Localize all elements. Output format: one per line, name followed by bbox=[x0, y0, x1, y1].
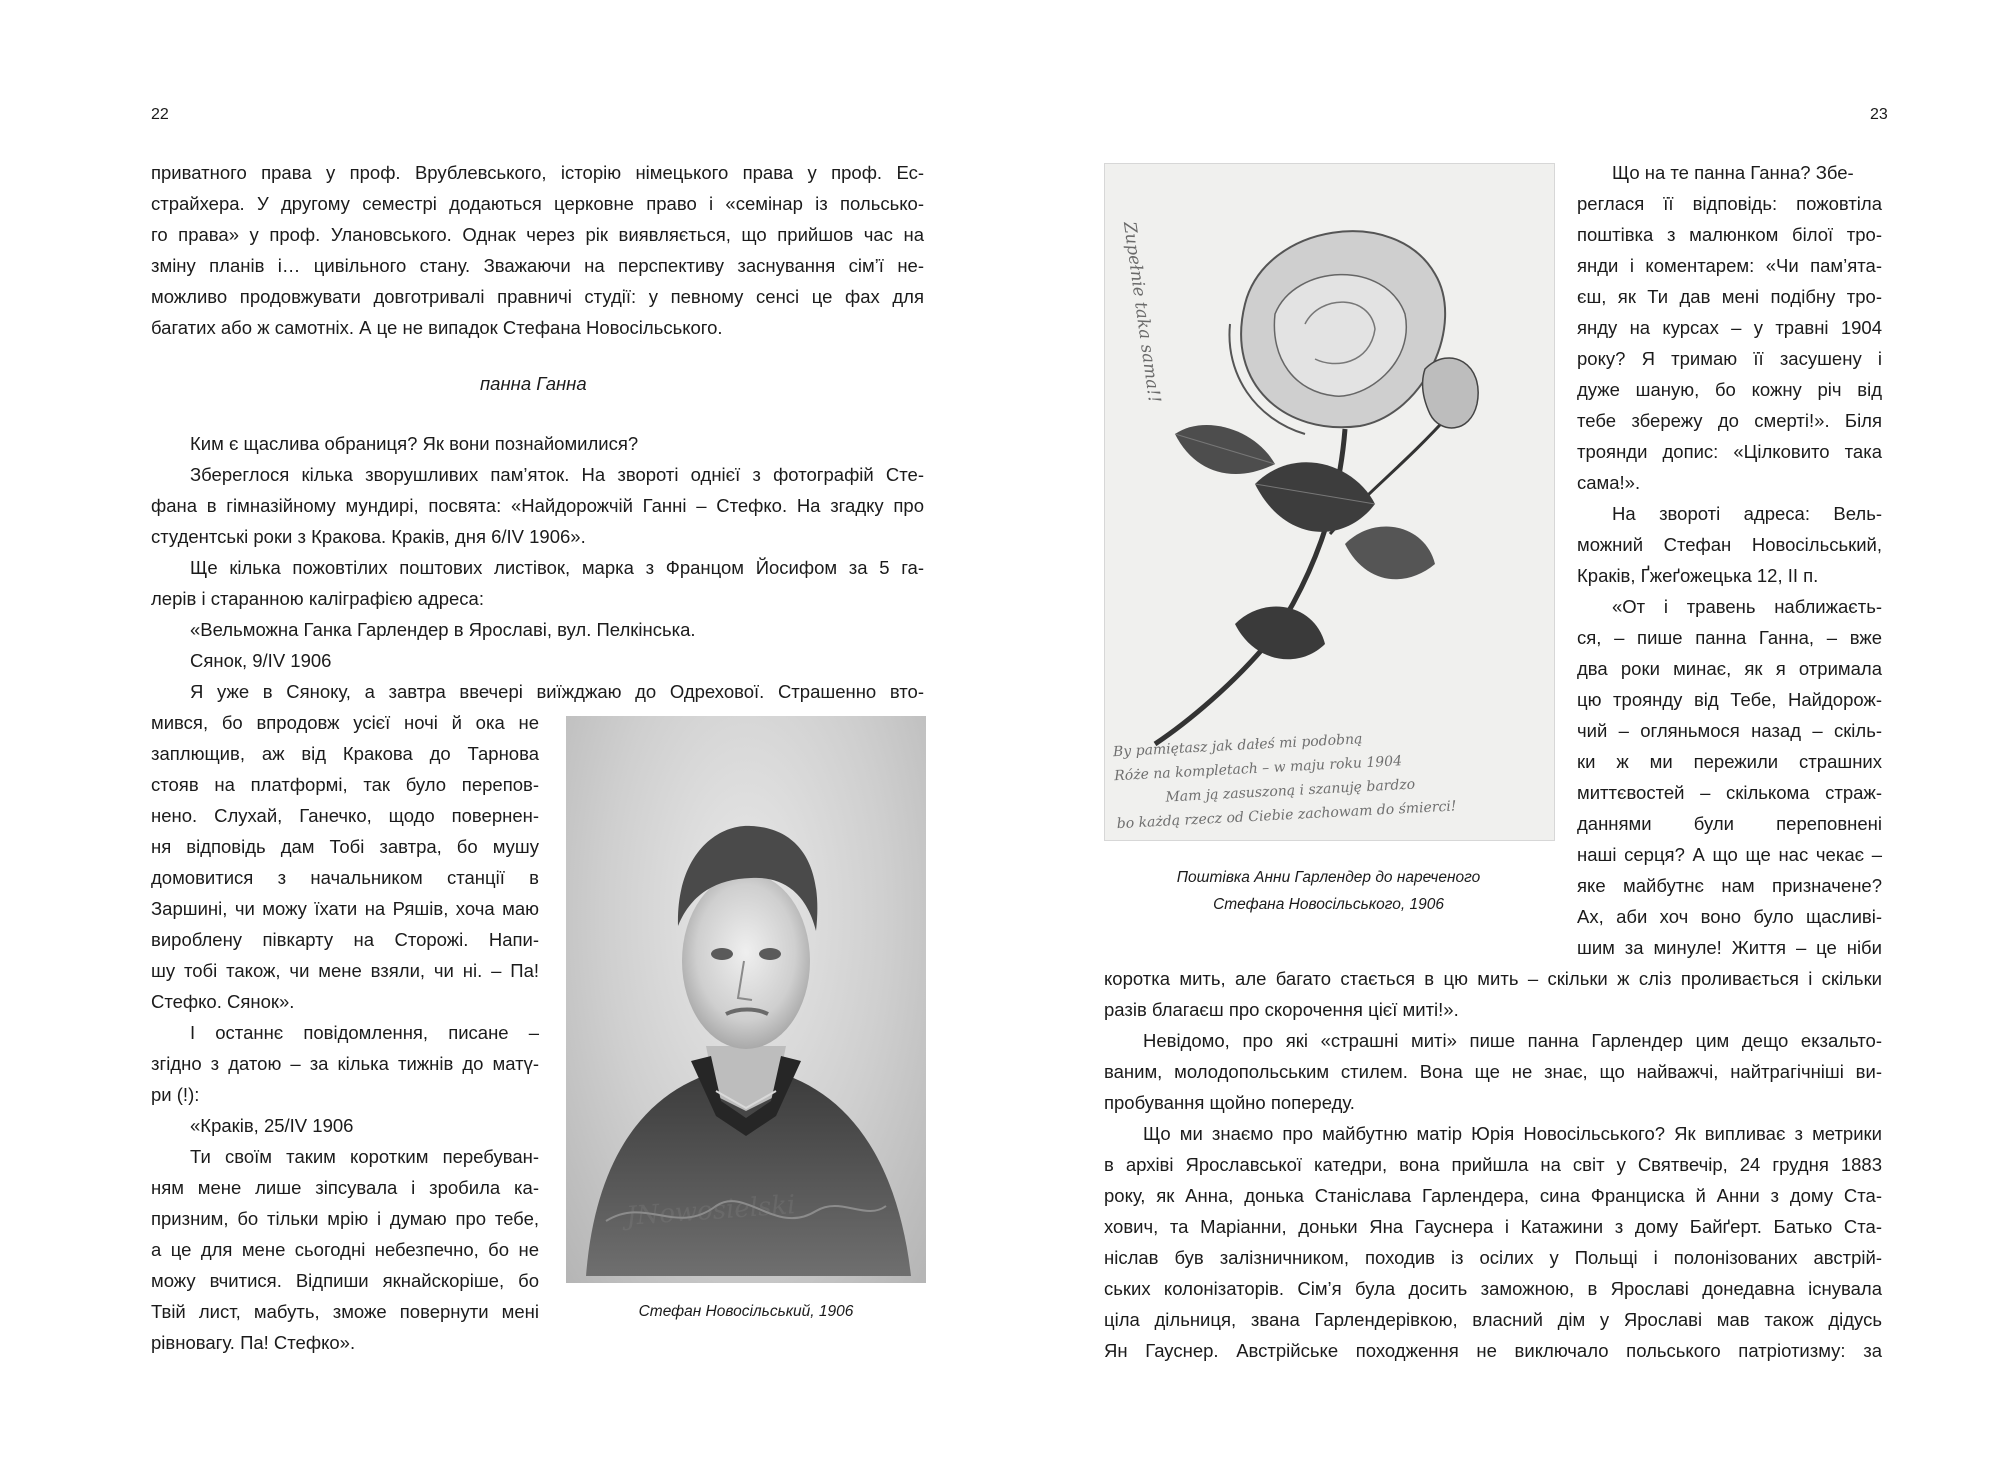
text-line: а це для мене сьогодні небезпечно, бо не bbox=[151, 1239, 539, 1260]
text-line: ня відповідь дам Тобі завтра, бо мушу bbox=[151, 836, 539, 857]
text-line: лерів і старанною каліграфією адреса: bbox=[151, 588, 484, 609]
text-line: цю троянду від Тебе, Найдорож- bbox=[1577, 689, 1882, 710]
text-line: ри (!): bbox=[151, 1084, 200, 1105]
text-line: єш, як Ти дав мені подібну тро- bbox=[1577, 286, 1882, 307]
text-line: ніслав був залізничником, походив із осілих у Польщі і полонізованих австрій- bbox=[1104, 1247, 1882, 1268]
text-line: Стефко. Сянок». bbox=[151, 991, 295, 1012]
text-line: сама!». bbox=[1577, 472, 1641, 493]
caption-line: Стефана Новосільського, 1906 bbox=[1213, 896, 1444, 913]
text-line: хович, та Маріанни, доньки Яна Гауснера і Катажини з дому Байґерт. Батько Ста- bbox=[1104, 1216, 1882, 1237]
text-line: Заршині, чи можу їхати на Ряшів, хоча маю bbox=[151, 898, 539, 919]
text-line: «Вельможна Ганка Гарлендер в Ярославі, вул. Пелкінська. bbox=[190, 619, 696, 640]
page-number: 23 bbox=[1870, 106, 1888, 123]
text-line: шим за минуле! Життя – це ніби bbox=[1577, 937, 1882, 958]
text-line: можний Стефан Новосільський, bbox=[1577, 534, 1882, 555]
text-line: І останнє повідомлення, писане – bbox=[190, 1022, 539, 1043]
text-line: Що на те панна Ганна? Збе- bbox=[1612, 162, 1854, 183]
text-line: багатих або ж самотніх. А це не випадок Стефана Новосільського. bbox=[151, 317, 723, 338]
text-line: вироблену півкарту на Сторожі. Напи- bbox=[151, 929, 539, 950]
text-line: тебе збережу до смерті!». Біля bbox=[1577, 410, 1882, 431]
text-line: можливо продовжувати довготривалі правничі студії: у певному сенсі це фах для bbox=[151, 286, 924, 307]
page-number: 22 bbox=[151, 106, 169, 123]
text-line: Ще кілька пожовтілих поштових листівок, марка з Францом Йосифом за 5 га- bbox=[190, 557, 924, 578]
text-line: яке майбутнє нам призначене? bbox=[1577, 875, 1882, 896]
text-line: Я уже в Сяноку, а завтра ввечері виїжджаю до Одрехової. Страшенно вто- bbox=[190, 681, 924, 702]
text-line: троянди допис: «Цілковито така bbox=[1577, 441, 1882, 462]
text-line: Краків, Ґжеґожецька 12, II п. bbox=[1577, 565, 1819, 586]
text-line: ся, – пише панна Ганна, – вже bbox=[1577, 627, 1882, 648]
text-line: коротка мить, але багато стається в цю мить – скільки ж сліз проливається і скільки bbox=[1104, 968, 1882, 989]
text-line: даннями були переповнені bbox=[1577, 813, 1882, 834]
text-line: в архіві Ярославської катедри, вона прийшла на світ у Святвечір, 24 грудня 1883 bbox=[1104, 1154, 1882, 1175]
text-line: згідно з датою – за кілька тижнів до матү- bbox=[151, 1053, 539, 1074]
text-line: реглася її відповідь: пожовтіла bbox=[1577, 193, 1882, 214]
text-line: дуже шаную, бо кожну річ від bbox=[1577, 379, 1882, 400]
text-line: можу вчитися. Відпиши якнайскоріше, бо bbox=[151, 1270, 539, 1291]
text-line: ваним, молодопольським стилем. Вона ще не знає, що найважчі, найтрагічніші ви- bbox=[1104, 1061, 1882, 1082]
text-line: ням мене лише зіпсувала і зробила ка- bbox=[151, 1177, 539, 1198]
text-line: ки ж ми пережили страшних bbox=[1577, 751, 1882, 772]
text-line: наші серця? А що ще нас чекає – bbox=[1577, 844, 1882, 865]
text-line: студентські роки з Кракова. Краків, дня 6/IV 1906». bbox=[151, 526, 586, 547]
text-line: Ян Гауснер. Австрійське походження не виключало польського патріотизму: за bbox=[1104, 1340, 1882, 1361]
text-line: поштівка з малюнком білої тро- bbox=[1577, 224, 1882, 245]
text-line: року, як Анна, донька Станіслава Гарлендера, сина Франциска й Анни з дому Ста- bbox=[1104, 1185, 1882, 1206]
text-line: го права» у проф. Улановського. Однак через рік виявляється, що прийшов час на bbox=[151, 224, 924, 245]
text-line: стояв на платформі, так було перепов- bbox=[151, 774, 539, 795]
text-line: На звороті адреса: Вель- bbox=[1612, 503, 1882, 524]
text-line: Ким є щаслива обраниця? Як вони познайомилися? bbox=[190, 433, 639, 454]
handwriting-line: By pamiętasz jak dałeś mi podobną bbox=[1112, 731, 1363, 761]
text-line: Ах, аби хоч воно було щасливі- bbox=[1577, 906, 1882, 927]
text-line: «Краків, 25/IV 1906 bbox=[190, 1115, 354, 1136]
text-line: разів благаєш про скорочення цієї миті!». bbox=[1104, 999, 1459, 1020]
text-line: янди і коментарем: «Чи пам’ята- bbox=[1577, 255, 1882, 276]
text-line: зміну планів і… цивільного стану. Зважаючи на перспективу заснування сім’ї не- bbox=[151, 255, 924, 276]
text-line: нено. Слухай, Ганечко, щодо повернен- bbox=[151, 805, 539, 826]
section-heading: панна Ганна bbox=[480, 373, 587, 394]
text-line: Сянок, 9/IV 1906 bbox=[190, 650, 332, 671]
text-line: «От і травень наближаєть- bbox=[1612, 596, 1882, 617]
portrait-caption: Стефан Новосільський, 1906 bbox=[638, 1303, 854, 1320]
text-line: заплющив, аж від Кракова до Тарнова bbox=[151, 743, 539, 764]
portrait-signature: JNowosielski bbox=[625, 1190, 797, 1232]
handwriting-line: Mam ją zasuszoną i szanuję bardzo bbox=[1165, 776, 1416, 806]
text-line: приватного права у проф. Врублевського, історію німецького права у проф. Ес- bbox=[151, 162, 924, 183]
text-line: ських колонізаторів. Сім’я була досить заможною, в Ярославі донедавна існувала bbox=[1104, 1278, 1882, 1299]
portrait-photo bbox=[566, 716, 926, 1283]
text-line: страйхера. У другому семестрі додаються церковне право і «семінар із польсько- bbox=[151, 193, 924, 214]
text-line: шу тобі також, чи мене взяли, чи ні. – Па! bbox=[151, 960, 539, 981]
text-line: фана в гімназійному мундирі, посвята: «Найдорожчій Ганні – Стефко. На згадку про bbox=[151, 495, 924, 516]
text-line: рівновагу. Па! Стефко». bbox=[151, 1332, 356, 1353]
text-line: чий – огляньмося назад – скіль- bbox=[1577, 720, 1882, 741]
postcard-photo bbox=[1104, 163, 1555, 841]
text-line: Невідомо, про які «страшні миті» пише панна Гарлендер цим дещо екзальто- bbox=[1143, 1030, 1882, 1051]
caption-line: Поштівка Анни Гарлендер до нареченого bbox=[1176, 869, 1481, 886]
postcard-margin-note: Zupełnie taka sama!! bbox=[1118, 220, 1165, 405]
handwriting-line: Róże na kompletach – w maju roku 1904 bbox=[1113, 753, 1403, 785]
postcard-caption bbox=[1104, 864, 1553, 918]
text-line: ціла дільниця, звана Гарлендерівкою, власний дім у Ярославі мав також дідусь bbox=[1104, 1309, 1882, 1330]
text-line: Твій лист, мабуть, зможе повернути мені bbox=[151, 1301, 539, 1322]
text-line: янду на курсах – у травні 1904 bbox=[1577, 317, 1882, 338]
text-line: призним, бо тільки мрію і думаю про тебе, bbox=[151, 1208, 539, 1229]
text-line: Що ми знаємо про майбутню матір Юрія Новосільського? Як випливає з метрики bbox=[1143, 1123, 1882, 1144]
text-line: Збереглося кілька зворушливих пам’яток. На звороті однієї з фотографій Сте- bbox=[190, 464, 924, 485]
text-line: миттєвостей – скількома страж- bbox=[1577, 782, 1882, 803]
text-line: домовитися з начальником станції в bbox=[151, 867, 539, 888]
text-line: Ти своїм таким коротким перебуван- bbox=[190, 1146, 539, 1167]
text-line: два роки минає, як я отримала bbox=[1577, 658, 1882, 679]
text-line: пробування щойно попереду. bbox=[1104, 1092, 1355, 1113]
text-line: року? Я тримаю її засушену і bbox=[1577, 348, 1882, 369]
right-page bbox=[1004, 0, 2008, 1476]
text-line: мився, бо впродовж усієї ночі й ока не bbox=[151, 712, 539, 733]
handwriting-line: bo każdą rzecz od Ciebie zachowam do śmierci! bbox=[1116, 798, 1457, 833]
